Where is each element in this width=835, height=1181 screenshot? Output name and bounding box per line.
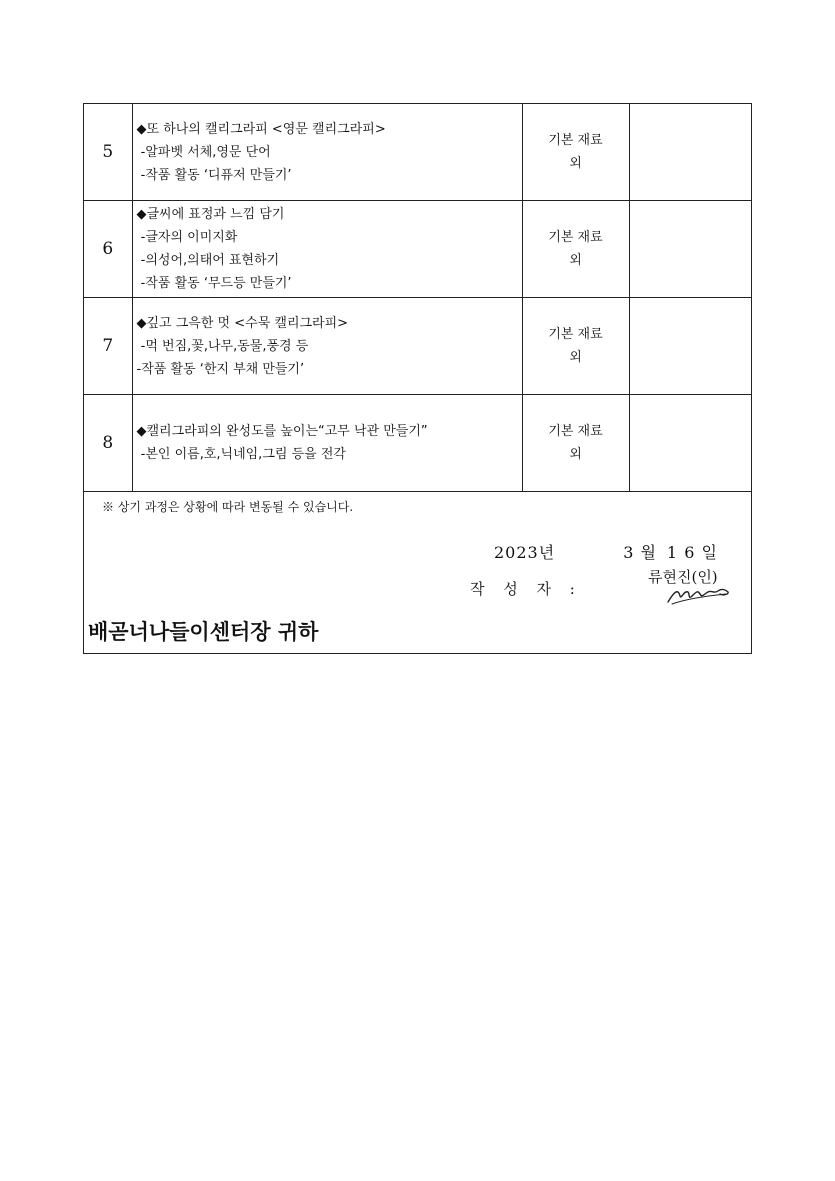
session-title: ◆ 또 하나의 캘리그라피 <영문 캘리그라피>	[137, 118, 522, 141]
table-row	[84, 298, 751, 395]
date-month: 3 월	[623, 543, 657, 562]
session-detail: -본인 이름,호,닉네임,그림 등을 전각	[136, 447, 346, 462]
materials-text: 외	[569, 253, 582, 268]
materials-text: 외	[569, 156, 582, 171]
materials-text: 외	[569, 350, 582, 365]
date-line	[494, 540, 718, 563]
session-detail: -작품 활동 ‘디퓨저 만들기’	[136, 167, 292, 183]
date-day: 1 6 일	[666, 543, 718, 562]
session-title: ◆ 캘리그라피의 완성도를 높이는“고무 낙관 만들기”	[137, 420, 522, 443]
materials-text: 기본 재료	[548, 424, 603, 439]
session-number: 6	[84, 201, 132, 298]
notice-text: ※ 상기 과정은 상황에 따라 변동될 수 있습니다.	[102, 500, 354, 514]
signature-image	[666, 582, 734, 608]
materials-cell	[522, 395, 629, 492]
session-content	[132, 104, 522, 201]
schedule-table	[84, 104, 751, 492]
session-detail: -작품 활동 ‘한지 부채 만들기’	[136, 361, 305, 377]
note-cell	[629, 104, 751, 201]
materials-text: 외	[569, 447, 582, 462]
table-row	[84, 104, 751, 201]
note-cell	[629, 201, 751, 298]
document-frame	[83, 103, 752, 654]
session-content	[132, 298, 522, 395]
session-content	[132, 201, 522, 298]
session-title: ◆ 깊고 그윽한 멋 <수묵 캘리그라피>	[137, 312, 522, 335]
session-number: 7	[84, 298, 132, 395]
note-cell	[629, 298, 751, 395]
session-detail: -글자의 이미지화	[136, 230, 238, 245]
table-row	[84, 395, 751, 492]
author-label: 작 성 자 :	[470, 580, 582, 598]
materials-text: 기본 재료	[548, 133, 603, 148]
table-row	[84, 201, 751, 298]
author-name: 류현진(인)	[648, 568, 718, 586]
materials-text: 기본 재료	[548, 230, 603, 245]
materials-text: 기본 재료	[548, 327, 603, 342]
document-footer	[84, 492, 751, 653]
date-year: 2023년	[494, 543, 556, 562]
note-cell	[629, 395, 751, 492]
session-detail: -먹 번짐,꽃,나무,동물,풍경 등	[136, 338, 309, 354]
recipient-line: 배곧너나들이센터장 귀하	[88, 620, 319, 644]
session-number: 5	[84, 104, 132, 201]
materials-cell	[522, 104, 629, 201]
session-detail: -작품 활동 ‘무드등 만들기’	[136, 276, 292, 291]
materials-cell	[522, 201, 629, 298]
materials-cell	[522, 298, 629, 395]
session-number: 8	[84, 395, 132, 492]
session-title: ◆ 글씨에 표정과 느낌 담기	[137, 203, 522, 226]
session-content	[132, 395, 522, 492]
session-detail: -알파벳 서체,영문 단어	[136, 144, 271, 160]
session-detail: -의성어,의태어 표현하기	[136, 253, 280, 268]
